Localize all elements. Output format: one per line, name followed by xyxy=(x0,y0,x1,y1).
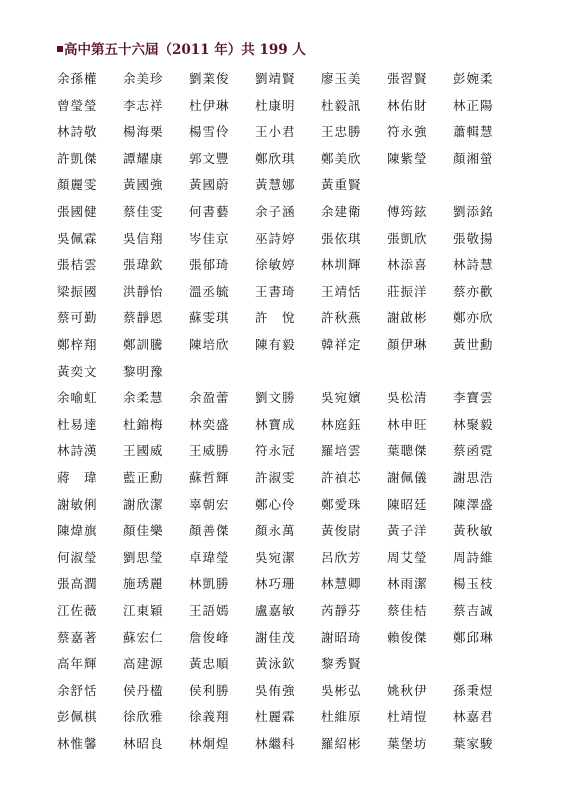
student-name: 林圳輝 xyxy=(321,257,362,273)
student-name: 劉添銘 xyxy=(453,204,494,220)
name-row xyxy=(57,651,519,678)
student-name: 巫詩婷 xyxy=(255,230,296,246)
student-name: 黃國強 xyxy=(123,177,164,193)
student-name: 張郁琦 xyxy=(189,257,230,273)
student-name: 林繼科 xyxy=(255,735,296,751)
student-name: 江東穎 xyxy=(123,602,164,618)
student-name: 郭文豐 xyxy=(189,150,230,166)
student-name: 王國威 xyxy=(123,443,164,459)
student-name: 王書琦 xyxy=(255,283,296,299)
student-name: 林嘉君 xyxy=(453,709,494,725)
student-name: 鄭梓翔 xyxy=(57,336,98,352)
student-name: 林聚毅 xyxy=(453,416,494,432)
name-row xyxy=(57,545,519,572)
student-name: 顏佳樂 xyxy=(123,523,164,539)
student-name: 楊海栗 xyxy=(123,124,164,140)
student-name: 莊振洋 xyxy=(387,283,428,299)
student-name: 林慧卿 xyxy=(321,576,362,592)
student-name: 黃奕文 xyxy=(57,363,98,379)
student-name: 符永冠 xyxy=(255,443,296,459)
student-name: 謝佩儀 xyxy=(387,469,428,485)
student-name: 王小君 xyxy=(255,124,296,140)
student-name: 賴俊傑 xyxy=(387,629,428,645)
name-row xyxy=(57,731,519,758)
student-name: 吳佩霖 xyxy=(57,230,98,246)
student-name: 詹俊峰 xyxy=(189,629,230,645)
name-row xyxy=(57,66,519,93)
student-name: 黃國蔚 xyxy=(189,177,230,193)
student-name: 余美珍 xyxy=(123,71,164,87)
student-name: 蔡吉誠 xyxy=(453,602,494,618)
student-name: 許 悅 xyxy=(255,310,296,326)
student-name: 吳宛潔 xyxy=(255,549,296,565)
student-name: 葉聰傑 xyxy=(387,443,428,459)
student-name: 林詩敬 xyxy=(57,124,98,140)
student-name: 葉家駿 xyxy=(453,735,494,751)
student-name: 張瑋欽 xyxy=(123,257,164,273)
student-name: 林炯煌 xyxy=(189,735,230,751)
student-name: 吳侑強 xyxy=(255,682,296,698)
student-name: 余喻虹 xyxy=(57,390,98,406)
student-name: 蔡佳桔 xyxy=(387,602,428,618)
student-name: 林寶成 xyxy=(255,416,296,432)
student-name: 杜麗霖 xyxy=(255,709,296,725)
student-name: 蔡佳雯 xyxy=(123,204,164,220)
name-row xyxy=(57,199,519,226)
student-name: 黃子洋 xyxy=(387,523,428,539)
student-name: 鄭訓騰 xyxy=(123,336,164,352)
student-name: 韓祥定 xyxy=(321,336,362,352)
student-name: 傅筠鉉 xyxy=(387,204,428,220)
student-name: 徐敏婷 xyxy=(255,257,296,273)
student-name: 劉靖賢 xyxy=(255,71,296,87)
student-name: 楊雪伶 xyxy=(189,124,230,140)
student-name: 侯利勝 xyxy=(189,682,230,698)
student-name: 蔣 瑋 xyxy=(57,469,98,485)
student-name: 杜靖愷 xyxy=(387,709,428,725)
student-name: 林申旺 xyxy=(387,416,428,432)
student-name: 辜朝宏 xyxy=(189,496,230,512)
student-name: 張凱欣 xyxy=(387,230,428,246)
student-name: 蕭輯慧 xyxy=(453,124,494,140)
student-name: 許凱傑 xyxy=(57,150,98,166)
student-name: 楊玉枝 xyxy=(453,576,494,592)
student-name: 藍正勳 xyxy=(123,469,164,485)
student-name: 顏伊琳 xyxy=(387,336,428,352)
student-name: 符永強 xyxy=(387,124,428,140)
student-name: 林庭鈺 xyxy=(321,416,362,432)
student-name: 杜毅訊 xyxy=(321,97,362,113)
student-name: 蔡嘉著 xyxy=(57,629,98,645)
student-name: 鄭愛珠 xyxy=(321,496,362,512)
student-name: 李志祥 xyxy=(123,97,164,113)
student-name: 黎秀賢 xyxy=(321,656,362,672)
name-row xyxy=(57,598,519,625)
name-row xyxy=(57,252,519,279)
student-name: 何書藝 xyxy=(189,204,230,220)
student-name: 陳紫瑩 xyxy=(387,150,428,166)
student-name: 施琇麗 xyxy=(123,576,164,592)
student-name: 顏湘螢 xyxy=(453,150,494,166)
section-title xyxy=(57,38,306,58)
student-name: 余柔慧 xyxy=(123,390,164,406)
student-name: 謝啟彬 xyxy=(387,310,428,326)
student-name: 譚耀康 xyxy=(123,150,164,166)
student-name: 杜維原 xyxy=(321,709,362,725)
student-name: 林惟馨 xyxy=(57,735,98,751)
student-name: 謝欣潔 xyxy=(123,496,164,512)
student-name: 黃俊尉 xyxy=(321,523,362,539)
student-name: 林正陽 xyxy=(453,97,494,113)
student-name: 蔡亦歡 xyxy=(453,283,494,299)
name-row xyxy=(57,465,519,492)
student-name: 黃世勳 xyxy=(453,336,494,352)
name-row xyxy=(57,359,519,386)
student-name: 顏永萬 xyxy=(255,523,296,539)
student-name: 王靖恬 xyxy=(321,283,362,299)
student-name: 林詩慧 xyxy=(453,257,494,273)
student-name: 蘇哲輝 xyxy=(189,469,230,485)
student-name: 葉堡坊 xyxy=(387,735,428,751)
name-row xyxy=(57,492,519,519)
student-name: 黃泳欽 xyxy=(255,656,296,672)
student-name: 徐欣雅 xyxy=(123,709,164,725)
student-name: 劉文勝 xyxy=(255,390,296,406)
student-name: 梁振國 xyxy=(57,283,98,299)
student-name: 謝敏俐 xyxy=(57,496,98,512)
section-title-text: 高中第五十六屆（2011 年）共 199 人 xyxy=(64,42,306,58)
student-name: 張依琪 xyxy=(321,230,362,246)
student-name: 張桔雲 xyxy=(57,257,98,273)
student-name: 吳信翔 xyxy=(123,230,164,246)
name-row xyxy=(57,704,519,731)
student-name: 何淑瑩 xyxy=(57,549,98,565)
student-name: 江佐薇 xyxy=(57,602,98,618)
student-name: 彭佩棋 xyxy=(57,709,98,725)
student-name: 鄭心伶 xyxy=(255,496,296,512)
student-name: 許秋燕 xyxy=(321,310,362,326)
student-name: 蔡可勤 xyxy=(57,310,98,326)
student-name: 黃重賢 xyxy=(321,177,362,193)
student-name: 陳有毅 xyxy=(255,336,296,352)
student-name: 周艾瑩 xyxy=(387,549,428,565)
student-name: 杜康明 xyxy=(255,97,296,113)
student-name: 劉業俊 xyxy=(189,71,230,87)
student-name: 張習賢 xyxy=(387,71,428,87)
student-name: 黎明豫 xyxy=(123,363,164,379)
student-name: 陳昭廷 xyxy=(387,496,428,512)
student-name: 孫秉煜 xyxy=(453,682,494,698)
student-name: 盧嘉敏 xyxy=(255,602,296,618)
student-name: 高建源 xyxy=(123,656,164,672)
name-row xyxy=(57,305,519,332)
student-name: 黃忠順 xyxy=(189,656,230,672)
student-name: 王威勝 xyxy=(189,443,230,459)
student-name: 謝佳茂 xyxy=(255,629,296,645)
student-name: 余盈蕾 xyxy=(189,390,230,406)
student-name: 溫丞毓 xyxy=(189,283,230,299)
student-name: 林雨潔 xyxy=(387,576,428,592)
student-name: 張國健 xyxy=(57,204,98,220)
student-name: 蘇雯琪 xyxy=(189,310,230,326)
student-name: 蔡靜恩 xyxy=(123,310,164,326)
student-name: 吳宛嬪 xyxy=(321,390,362,406)
student-name: 吳彬弘 xyxy=(321,682,362,698)
name-row xyxy=(57,518,519,545)
student-name: 許淑雯 xyxy=(255,469,296,485)
student-name: 呂欣芳 xyxy=(321,549,362,565)
student-name: 林添喜 xyxy=(387,257,428,273)
student-name: 余子涵 xyxy=(255,204,296,220)
student-name: 芮靜芬 xyxy=(321,602,362,618)
name-row xyxy=(57,226,519,253)
student-name: 高年輝 xyxy=(57,656,98,672)
student-name: 林巧珊 xyxy=(255,576,296,592)
student-name: 周詩維 xyxy=(453,549,494,565)
student-name: 林凱勝 xyxy=(189,576,230,592)
student-name: 鄭亦欣 xyxy=(453,310,494,326)
student-name: 蘇宏仁 xyxy=(123,629,164,645)
student-name: 卓瑋瑩 xyxy=(189,549,230,565)
student-name: 張高潤 xyxy=(57,576,98,592)
student-name: 岑佳京 xyxy=(189,230,230,246)
name-row xyxy=(57,412,519,439)
student-name: 林佑財 xyxy=(387,97,428,113)
student-name: 羅培雲 xyxy=(321,443,362,459)
name-row xyxy=(57,279,519,306)
student-name: 謝思浩 xyxy=(453,469,494,485)
student-name: 杜錦梅 xyxy=(123,416,164,432)
name-row xyxy=(57,624,519,651)
student-name: 陳培欣 xyxy=(189,336,230,352)
student-name: 許禎芯 xyxy=(321,469,362,485)
student-name: 劉思瑩 xyxy=(123,549,164,565)
student-name: 鄭美欣 xyxy=(321,150,362,166)
name-row xyxy=(57,172,519,199)
student-name: 侯丹楹 xyxy=(123,682,164,698)
student-name: 王忠勝 xyxy=(321,124,362,140)
student-name: 黃秋敏 xyxy=(453,523,494,539)
student-name: 彭婉柔 xyxy=(453,71,494,87)
student-name: 鄭欣琪 xyxy=(255,150,296,166)
student-name: 杜伊琳 xyxy=(189,97,230,113)
student-name: 林昭良 xyxy=(123,735,164,751)
name-row xyxy=(57,332,519,359)
name-row xyxy=(57,678,519,705)
student-name: 曾瑩瑩 xyxy=(57,97,98,113)
student-name: 余孫權 xyxy=(57,71,98,87)
student-name: 羅紹彬 xyxy=(321,735,362,751)
name-row xyxy=(57,119,519,146)
student-name: 余舒恬 xyxy=(57,682,98,698)
name-list xyxy=(57,66,519,757)
student-name: 鄭邱琳 xyxy=(453,629,494,645)
student-name: 王語嫣 xyxy=(189,602,230,618)
student-name: 李寶雲 xyxy=(453,390,494,406)
student-name: 張敬揚 xyxy=(453,230,494,246)
student-name: 姚秋伊 xyxy=(387,682,428,698)
name-row xyxy=(57,438,519,465)
name-row xyxy=(57,571,519,598)
student-name: 蔡函霓 xyxy=(453,443,494,459)
student-name: 洪靜怡 xyxy=(123,283,164,299)
student-name: 林詩漢 xyxy=(57,443,98,459)
student-name: 陳煒旗 xyxy=(57,523,98,539)
name-row xyxy=(57,146,519,173)
student-name: 吳松清 xyxy=(387,390,428,406)
student-name: 黃慧娜 xyxy=(255,177,296,193)
student-name: 陳澤盛 xyxy=(453,496,494,512)
student-name: 顏麗雯 xyxy=(57,177,98,193)
name-row xyxy=(57,93,519,120)
name-row xyxy=(57,385,519,412)
student-name: 謝昭琦 xyxy=(321,629,362,645)
student-name: 顏善傑 xyxy=(189,523,230,539)
student-name: 余建衛 xyxy=(321,204,362,220)
student-name: 杜易達 xyxy=(57,416,98,432)
square-bullet-icon xyxy=(57,46,63,52)
student-name: 徐義翔 xyxy=(189,709,230,725)
student-name: 林奕盛 xyxy=(189,416,230,432)
student-name: 廖玉美 xyxy=(321,71,362,87)
